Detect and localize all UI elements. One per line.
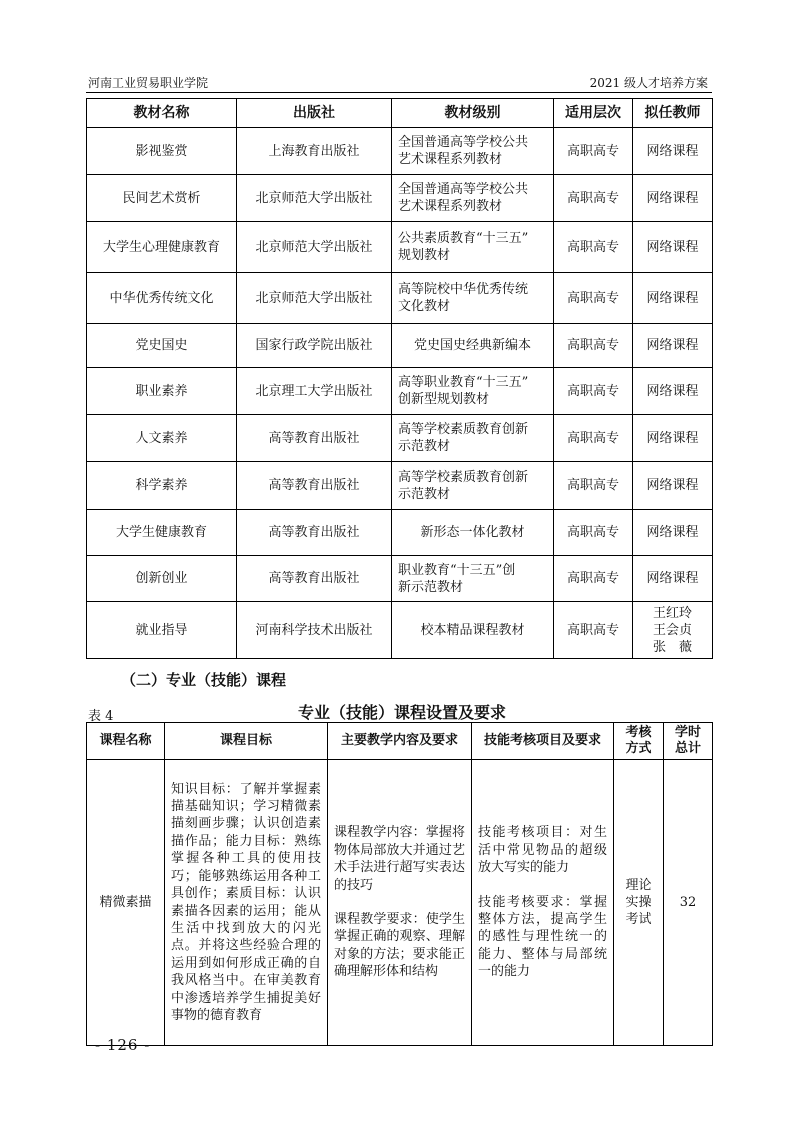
column-header: 课程名称 bbox=[87, 723, 165, 760]
publisher: 北京师范大学出版社 bbox=[237, 273, 392, 324]
textbook-name: 党史国史 bbox=[87, 324, 237, 368]
skill-paragraph: 技能考核项目：对生活中常见物品的超级放大写实的能力 bbox=[478, 825, 607, 876]
table-caption: 专业（技能）课程设置及要求 bbox=[297, 703, 506, 722]
teacher-line: 网络课程 bbox=[646, 290, 699, 306]
table-row bbox=[87, 510, 713, 556]
teacher bbox=[633, 273, 713, 324]
publisher: 高等教育出版社 bbox=[237, 462, 392, 510]
applicable-level: 高职高专 bbox=[554, 602, 633, 659]
teacher-line: 网络课程 bbox=[646, 239, 699, 255]
grade-line: 文化教材 bbox=[398, 299, 451, 314]
grade-line: 示范教材 bbox=[398, 439, 451, 454]
header-school: 河南工业贸易职业学院 bbox=[88, 76, 209, 90]
grade-line: 高等院校中华优秀传统 bbox=[398, 282, 529, 297]
teacher bbox=[633, 415, 713, 462]
teacher-line: 网络课程 bbox=[646, 430, 699, 446]
textbook-grade bbox=[392, 510, 554, 556]
publisher: 北京理工大学出版社 bbox=[237, 368, 392, 415]
textbook-grade bbox=[392, 128, 554, 175]
applicable-level: 高职高专 bbox=[554, 415, 633, 462]
teacher-line: 网络课程 bbox=[646, 190, 699, 206]
grade-line: 艺术课程系列教材 bbox=[398, 152, 503, 167]
course-goal: 知识目标：了解并掌握素描基础知识；学习精微素描刻画步骤；认识创造素描作品；能力目标：熟练掌握各种工具的使用技巧；能够熟练运用各种工具创作；素质目标：认识素描各因素的运用；能从生活中找到放大的闪光点。并将这些经验合理的运用到如何形成正确的自我风格当中。在审美教育中渗透培养学生捕捉美好事物的德育教育 bbox=[165, 760, 328, 1046]
grade-line: 示范教材 bbox=[398, 486, 451, 502]
teacher bbox=[633, 462, 713, 510]
table-row bbox=[87, 175, 713, 222]
applicable-level: 高职高专 bbox=[554, 128, 633, 175]
table-row bbox=[87, 760, 713, 1046]
table-row bbox=[87, 602, 713, 659]
textbook-grade bbox=[392, 175, 554, 222]
teacher-line: 网络课程 bbox=[646, 383, 699, 399]
grade-line: 党史国史经典新编本 bbox=[413, 338, 531, 353]
content-paragraph: 课程教学要求：使学生掌握正确的观察、理解对象的方法；要求能正确理解形体和结构 bbox=[334, 912, 465, 980]
table-row bbox=[87, 128, 713, 175]
publisher: 高等教育出版社 bbox=[237, 415, 392, 462]
textbook-name: 民间艺术赏析 bbox=[87, 175, 237, 222]
publisher: 北京师范大学出版社 bbox=[237, 222, 392, 273]
applicable-level: 高职高专 bbox=[554, 273, 633, 324]
grade-line: 全国普通高等学校公共 bbox=[398, 182, 529, 197]
header-plan: 2021 级人才培养方案 bbox=[589, 76, 708, 90]
textbook-name: 中华优秀传统文化 bbox=[87, 273, 237, 324]
column-header: 技能考核项目及要求 bbox=[472, 723, 614, 760]
grade-line: 规划教材 bbox=[398, 248, 451, 263]
textbook-name: 就业指导 bbox=[87, 602, 237, 659]
assessment-method: 理论实操考试 bbox=[614, 760, 664, 1046]
course-name: 精微素描 bbox=[87, 760, 165, 1046]
table-row bbox=[87, 324, 713, 368]
publisher: 高等教育出版社 bbox=[237, 556, 392, 602]
content-paragraph: 课程教学内容：掌握将物体局部放大并通过艺术手法进行超写实表达的技巧 bbox=[334, 825, 465, 893]
table-row bbox=[87, 415, 713, 462]
applicable-level: 高职高专 bbox=[554, 368, 633, 415]
total-hours: 32 bbox=[664, 760, 713, 1046]
column-header: 出版社 bbox=[237, 99, 392, 128]
grade-line: 艺术课程系列教材 bbox=[398, 199, 503, 214]
column-header: 教材名称 bbox=[87, 99, 237, 128]
grade-line: 校本精品课程教材 bbox=[420, 622, 525, 638]
textbook-grade bbox=[392, 222, 554, 273]
grade-line: 公共素质教育“十三五” bbox=[398, 231, 529, 246]
column-header: 教材级别 bbox=[392, 99, 554, 128]
table-row bbox=[87, 556, 713, 602]
textbook-grade bbox=[392, 602, 554, 659]
skill-assessment bbox=[472, 760, 614, 1046]
textbook-name: 大学生心理健康教育 bbox=[87, 222, 237, 273]
table-row bbox=[87, 273, 713, 324]
textbook-name: 职业素养 bbox=[87, 368, 237, 415]
grade-line: 新形态一体化教材 bbox=[420, 525, 525, 540]
column-header: 主要教学内容及要求 bbox=[328, 723, 472, 760]
header-divider bbox=[86, 92, 712, 93]
table-label: 表 4 bbox=[88, 709, 114, 724]
skill-paragraph: 技能考核要求：掌握整体方法，提高学生的感性与理性统一的能力、整体与局部统一的能力 bbox=[478, 894, 607, 980]
course-table bbox=[86, 722, 713, 1046]
textbook-grade bbox=[392, 415, 554, 462]
textbook-name: 大学生健康教育 bbox=[87, 510, 237, 556]
teacher bbox=[633, 175, 713, 222]
column-header: 学时总计 bbox=[664, 723, 713, 760]
section-title: （二）专业（技能）课程 bbox=[121, 671, 287, 689]
column-header: 拟任教师 bbox=[633, 99, 713, 128]
teacher bbox=[633, 222, 713, 273]
teacher bbox=[633, 556, 713, 602]
applicable-level: 高职高专 bbox=[554, 324, 633, 368]
grade-line: 创新型规划教材 bbox=[398, 392, 490, 407]
textbook-name: 科学素养 bbox=[87, 462, 237, 510]
publisher: 国家行政学院出版社 bbox=[237, 324, 392, 368]
grade-line: 高等学校素质教育创新 bbox=[398, 469, 529, 485]
teacher-line: 王会贞 bbox=[652, 622, 692, 638]
textbook-grade bbox=[392, 273, 554, 324]
applicable-level: 高职高专 bbox=[554, 556, 633, 602]
table-header-row bbox=[87, 723, 713, 760]
course-content bbox=[328, 760, 472, 1046]
teacher-line: 王红玲 bbox=[652, 605, 692, 621]
applicable-level: 高职高专 bbox=[554, 175, 633, 222]
teacher bbox=[633, 128, 713, 175]
table-row bbox=[87, 462, 713, 510]
grade-line: 新示范教材 bbox=[398, 579, 464, 595]
teacher-line: 网络课程 bbox=[646, 478, 699, 493]
textbook-name: 影视鉴赏 bbox=[87, 128, 237, 175]
textbook-table bbox=[86, 98, 713, 659]
teacher bbox=[633, 324, 713, 368]
teacher-line: 张 薇 bbox=[652, 639, 692, 655]
publisher: 高等教育出版社 bbox=[237, 510, 392, 556]
textbook-grade bbox=[392, 556, 554, 602]
teacher-line: 网络课程 bbox=[646, 338, 699, 353]
textbook-grade bbox=[392, 462, 554, 510]
table-row bbox=[87, 222, 713, 273]
textbook-grade bbox=[392, 368, 554, 415]
publisher: 北京师范大学出版社 bbox=[237, 175, 392, 222]
applicable-level: 高职高专 bbox=[554, 462, 633, 510]
teacher bbox=[633, 368, 713, 415]
grade-line: 全国普通高等学校公共 bbox=[398, 135, 529, 150]
grade-line: 高等学校素质教育创新 bbox=[398, 422, 529, 437]
teacher bbox=[633, 510, 713, 556]
applicable-level: 高职高专 bbox=[554, 510, 633, 556]
table-header-row bbox=[87, 99, 713, 128]
page-number: - 126 - bbox=[95, 1036, 151, 1054]
grade-line: 职业教育“十三五”创 bbox=[398, 562, 516, 578]
column-header: 适用层次 bbox=[554, 99, 633, 128]
teacher-line: 网络课程 bbox=[646, 571, 699, 586]
textbook-name: 创新创业 bbox=[87, 556, 237, 602]
publisher: 上海教育出版社 bbox=[237, 128, 392, 175]
grade-line: 高等职业教育“十三五” bbox=[398, 375, 529, 390]
column-header: 考核方式 bbox=[614, 723, 664, 760]
textbook-name: 人文素养 bbox=[87, 415, 237, 462]
teacher-line: 网络课程 bbox=[646, 525, 699, 540]
textbook-grade bbox=[392, 324, 554, 368]
teacher-line: 网络课程 bbox=[646, 143, 699, 159]
publisher: 河南科学技术出版社 bbox=[237, 602, 392, 659]
column-header: 课程目标 bbox=[165, 723, 328, 760]
table-row bbox=[87, 368, 713, 415]
applicable-level: 高职高专 bbox=[554, 222, 633, 273]
teacher bbox=[633, 602, 713, 659]
